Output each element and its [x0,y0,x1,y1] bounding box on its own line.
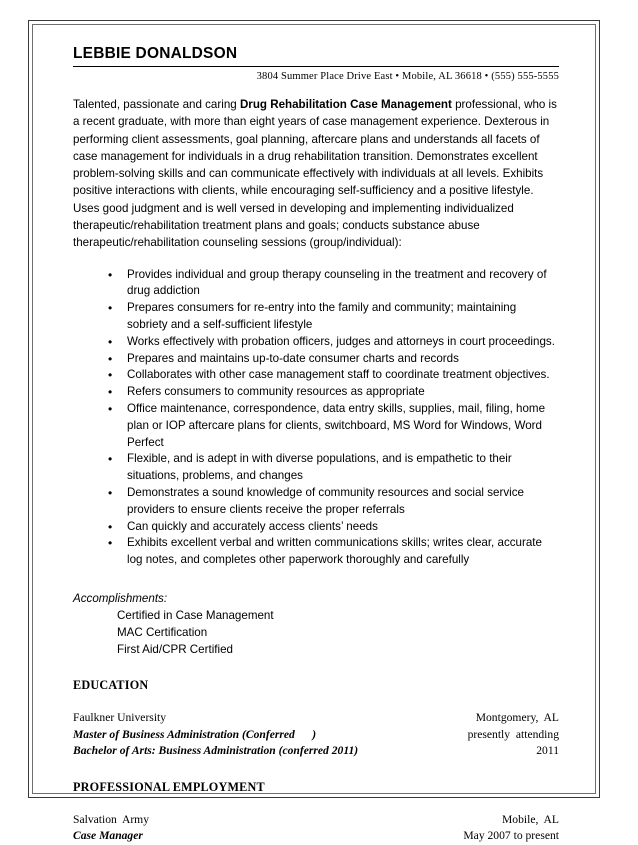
education-section [73,678,559,760]
education-degree-bachelors: Bachelor of Arts: Business Administration (conferred 2011) [73,744,359,758]
table-row [73,727,559,744]
accomplishments-title: Accomplishments: [73,592,168,606]
accomplishments-section [73,590,559,658]
professional-summary [73,96,559,252]
education-heading: EDUCATION [73,678,149,693]
list-item: • Collaborates with other case management staff to coordinate treatment objectives. [73,367,559,384]
list-item: • Prepares consumers for re-entry into the family and community; maintaining sobriety and a self-sufficient lifestyle [73,300,559,334]
education-year-bachelors: 2011 [536,744,559,758]
table-row [73,743,559,760]
job-title: Case Manager [73,829,143,843]
resume-document [73,45,559,845]
list-item: • Office maintenance, correspondence, data entry skills, supplies, mail, filing, home plan or IOP aftercare plans for clients, switchboard, MS Word for Windows, Word Perfect [73,401,559,451]
employment-entries [73,812,559,845]
list-item: • Demonstrates a sound knowledge of community resources and social service providers to ensure clients receive the proper referrals [73,485,559,519]
summary-text-before: Talented, passionate and caring [73,98,240,111]
education-status-masters: presently attending [467,727,559,741]
header-divider-rule [73,66,559,67]
summary-text-after: professional, who is a recent graduate, with more than eight years of case management experience. Dexterous in performing client assessments, goal planning, aftercare plans and understands all facets of case management for individuals in a drug rehabilitation transition. Demonstrates excellent problem-solving skills and can communicate effectively with individuals at all levels. Exhibits positive interactions with clients, while encouraging self-sufficiency and a positive lifestyle. Uses good judgment and is well versed in developing and implementing individualized therapeutic/rehabilitation treatment plans and goals; conducts substance abuse therapeutic/rehabilitation counseling sessions (group/individual): [73,98,557,250]
list-item: • Provides individual and group therapy counseling in the treatment and recovery of drug addiction [73,267,559,301]
list-item: • Works effectively with probation officers, judges and attorneys in court proceedings. [73,334,559,351]
list-item: • Can quickly and accurately access clients’ needs [73,519,559,536]
contact-address-line: 3804 Summer Place Drive East • Mobile, AL 36618 • (555) 555-5555 [256,71,559,82]
education-school: Faulkner University [73,711,167,725]
education-entries [73,710,559,760]
employment-heading: PROFESSIONAL EMPLOYMENT [73,779,265,794]
job-dates: May 2007 to present [463,829,559,843]
responsibilities-list [73,267,559,569]
candidate-name: LEBBIE DONALDSON [73,45,238,62]
table-row [73,828,559,845]
resume-page-frame [28,20,600,843]
resume-page-inner-border [32,24,596,843]
accomplishments-item: Certified in Case Management [117,609,274,623]
employer-name: Salvation Army [73,812,149,826]
accomplishments-item: First Aid/CPR Certified [117,643,233,657]
list-item: • Prepares and maintains up-to-date consumer charts and records [73,351,559,368]
employment-section [73,780,559,845]
list-item: • Exhibits excellent verbal and written communications skills; writes clear, accurate log notes, and completes other paperwork thoroughly and carefully [73,535,559,569]
resume-header [73,45,559,82]
education-location: Montgomery, AL [475,711,559,725]
education-degree-masters: Master of Business Administration (Conferred ) [73,727,317,741]
employer-location: Mobile, AL [501,812,559,826]
summary-emphasis: Drug Rehabilitation Case Management [239,98,452,111]
list-item: • Refers consumers to community resources as appropriate [73,384,559,401]
accomplishments-item: MAC Certification [117,626,208,640]
table-row [73,710,559,727]
list-item: • Flexible, and is adept in with diverse populations, and is empathetic to their situations, problems, and changes [73,451,559,485]
